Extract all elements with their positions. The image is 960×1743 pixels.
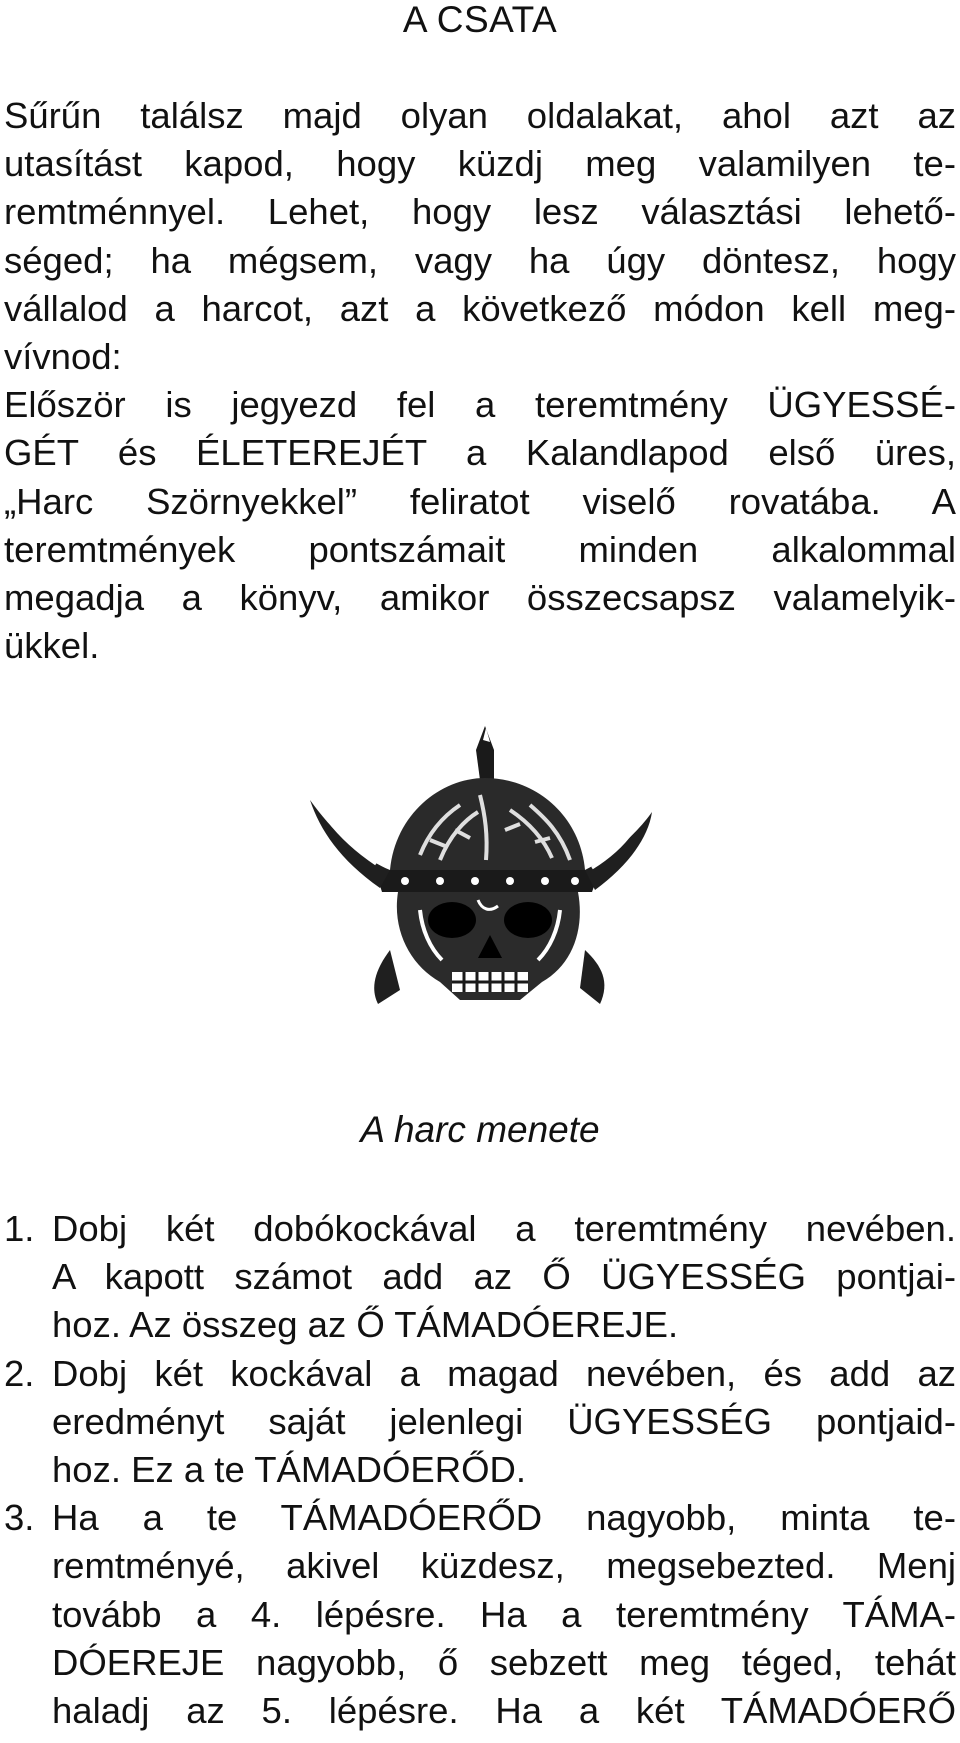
intro-line: Sűrűn találsz majd olyan oldalakat, ahol azt az	[4, 95, 956, 136]
step-line: eredményt saját jelenlegi ÜGYESSÉG pontjaid-	[52, 1400, 956, 1442]
step-line	[4, 1350, 956, 1398]
intro-line: vívnod:	[4, 335, 122, 377]
step-line: remtményé, akivel küzdesz, megsebezted. Menj	[52, 1545, 956, 1587]
step-text: Dobj két dobókockával a teremtmény nevében.	[52, 1208, 956, 1249]
step-line: DÓEREJE nagyobb, ő sebzett meg téged, tehát	[52, 1641, 956, 1683]
intro-line: teremtmények pontszámait minden alkalommal	[4, 528, 956, 570]
step-line: tovább a 4. lépésre. Ha a teremtmény TÁMA-	[52, 1593, 956, 1635]
step-line	[4, 1205, 956, 1253]
intro-line: remtménnyel. Lehet, hogy lesz választási lehető-	[4, 191, 956, 233]
step-line: hoz. Az összeg az Ő TÁMADÓEREJE.	[52, 1304, 679, 1346]
step-line: hoz. Ez a te TÁMADÓERŐD.	[52, 1448, 526, 1490]
intro-line: „Harc Szörnyekkel” feliratot viselő rovatába. A	[4, 480, 956, 522]
intro-line: Először is jegyezd fel a teremtmény ÜGYESSÉ-	[4, 384, 956, 426]
intro-line: utasítást kapod, hogy küzdj meg valamilyen te-	[4, 143, 956, 185]
step-line	[4, 1494, 956, 1542]
section-subheading: A harc menete	[360, 1109, 600, 1150]
step-number: 2.	[4, 1352, 35, 1394]
intro-line: vállalod a harcot, azt a következő módon kell meg-	[4, 287, 956, 329]
horned-helmet-skull-icon	[280, 720, 670, 1010]
step-number: 3.	[4, 1497, 35, 1539]
step-line: haladj az 5. lépésre. Ha a két TÁMADÓERŐ	[52, 1689, 956, 1731]
page-title: A CSATA	[402, 0, 558, 40]
step-number: 1.	[4, 1208, 35, 1249]
step-text: Ha a te TÁMADÓERŐD nagyobb, minta te-	[52, 1497, 956, 1539]
intro-paragraph	[4, 92, 956, 670]
intro-line: megadja a könyv, amikor összecsapsz valamelyik-	[4, 576, 956, 618]
step-line: A kapott számot add az Ő ÜGYESSÉG pontjai-	[52, 1256, 956, 1298]
intro-line: séged; ha mégsem, vagy ha úgy döntesz, hogy	[4, 239, 956, 281]
step-text: Dobj két kockával a magad nevében, és add az	[52, 1352, 956, 1394]
intro-line: GÉT és ÉLETEREJÉT a Kalandlapod első üres,	[4, 432, 956, 474]
intro-line: ükkel.	[4, 625, 100, 667]
step-list	[4, 1205, 956, 1735]
